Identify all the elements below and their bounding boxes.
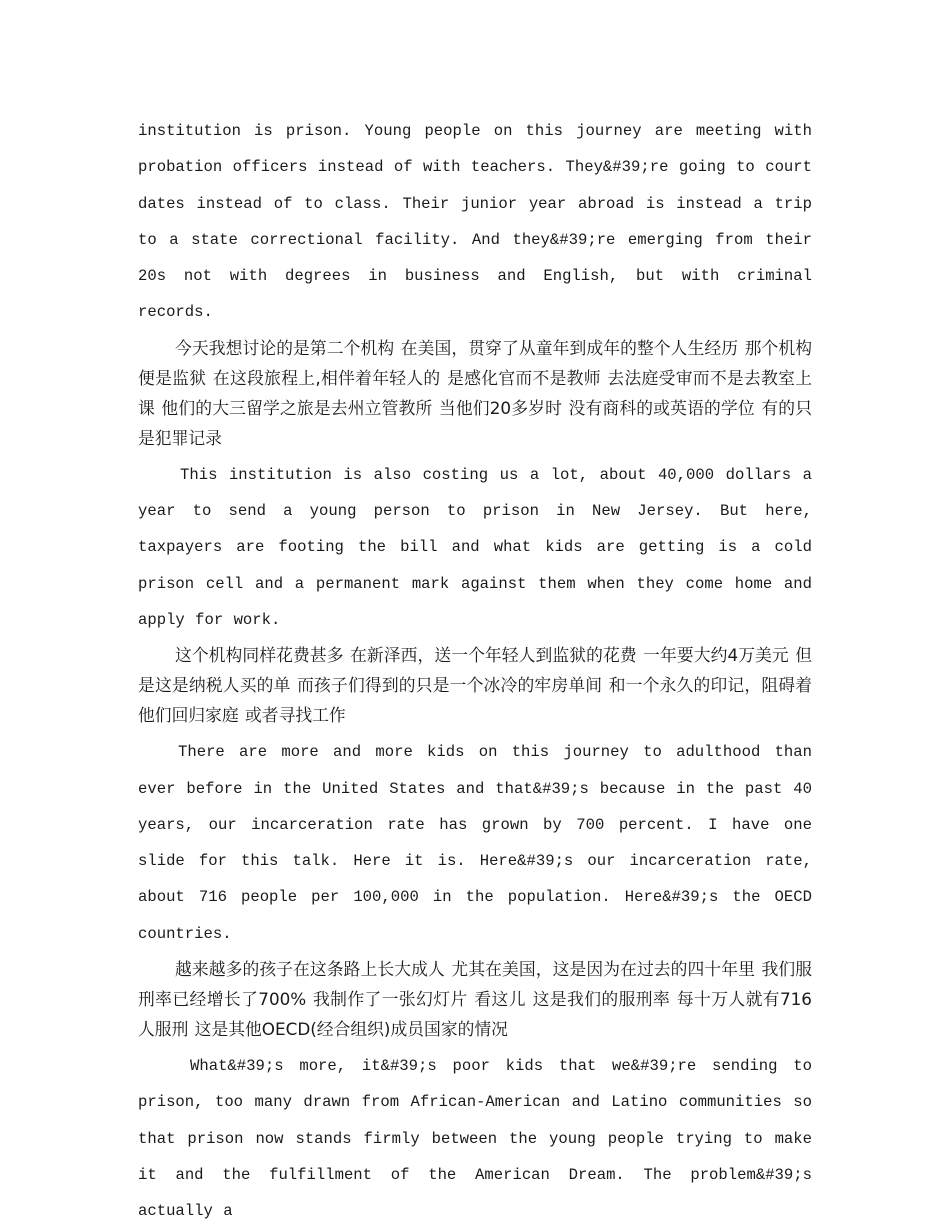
- paragraph-english-4: What&#39;s more, it&#39;s poor kids that we&#39;re sending to prison, too many drawn from African-American and Latino communities so that prison now stands firmly between the young people trying to make it and the fulfillment of the American Dream. The problem&#39;s actually a: [138, 1057, 812, 1221]
- paragraph-english-1: institution is prison. Young people on this journey are meeting with probation officers instead of with teachers. They&#39;re going to court dates instead of to class. Their junior year abroad is instead a trip to a state correctional facility. And they&#39;re emerging from their 20s not with degrees in business and English, but with criminal records.: [138, 122, 812, 322]
- paragraph-chinese-1: 今天我想讨论的是第二个机构 在美国，贯穿了从童年到成年的整个人生经历 那个机构便是监狱 在这段旅程上,相伴着年轻人的 是感化官而不是教师 去法庭受审而不是去教室上课 他们的大三留学之旅是去州立管教所 当他们20多岁时 没有商科的或英语的学位 有的只是犯罪记录: [138, 337, 812, 448]
- paragraph-chinese-2: 这个机构同样花费甚多 在新泽西，送一个年轻人到监狱的花费 一年要大约4万美元 但是这是纳税人买的单 而孩子们得到的只是一个冰冷的牢房单间 和一个永久的印记，阻碍着他们回归家庭 或者寻找工作: [138, 645, 812, 726]
- document-page: [138, 113, 812, 1230]
- paragraph-chinese-3: 越来越多的孩子在这条路上长大成人 尤其在美国，这是因为在过去的四十年里 我们服刑率已经增长了700% 我制作了一张幻灯片 看这儿 这是我们的服刑率 每十万人就有716人服刑 这是其他OECD(经合组织)成员国家的情况: [138, 959, 812, 1040]
- paragraph-english-3: There are more and more kids on this journey to adulthood than ever before in the United States and that&#39;s because in the past 40 years, our incarceration rate has grown by 700 percent. I have one slide for this talk. Here it is. Here&#39;s our incarceration rate, about 716 people per 100,000 in the population. Here&#39;s the OECD countries.: [138, 743, 812, 943]
- paragraph-english-2: This institution is also costing us a lot, about 40,000 dollars a year to send a young person to prison in New Jersey. But here, taxpayers are footing the bill and what kids are getting is a cold prison cell and a permanent mark against them when they come home and apply for work.: [138, 465, 812, 629]
